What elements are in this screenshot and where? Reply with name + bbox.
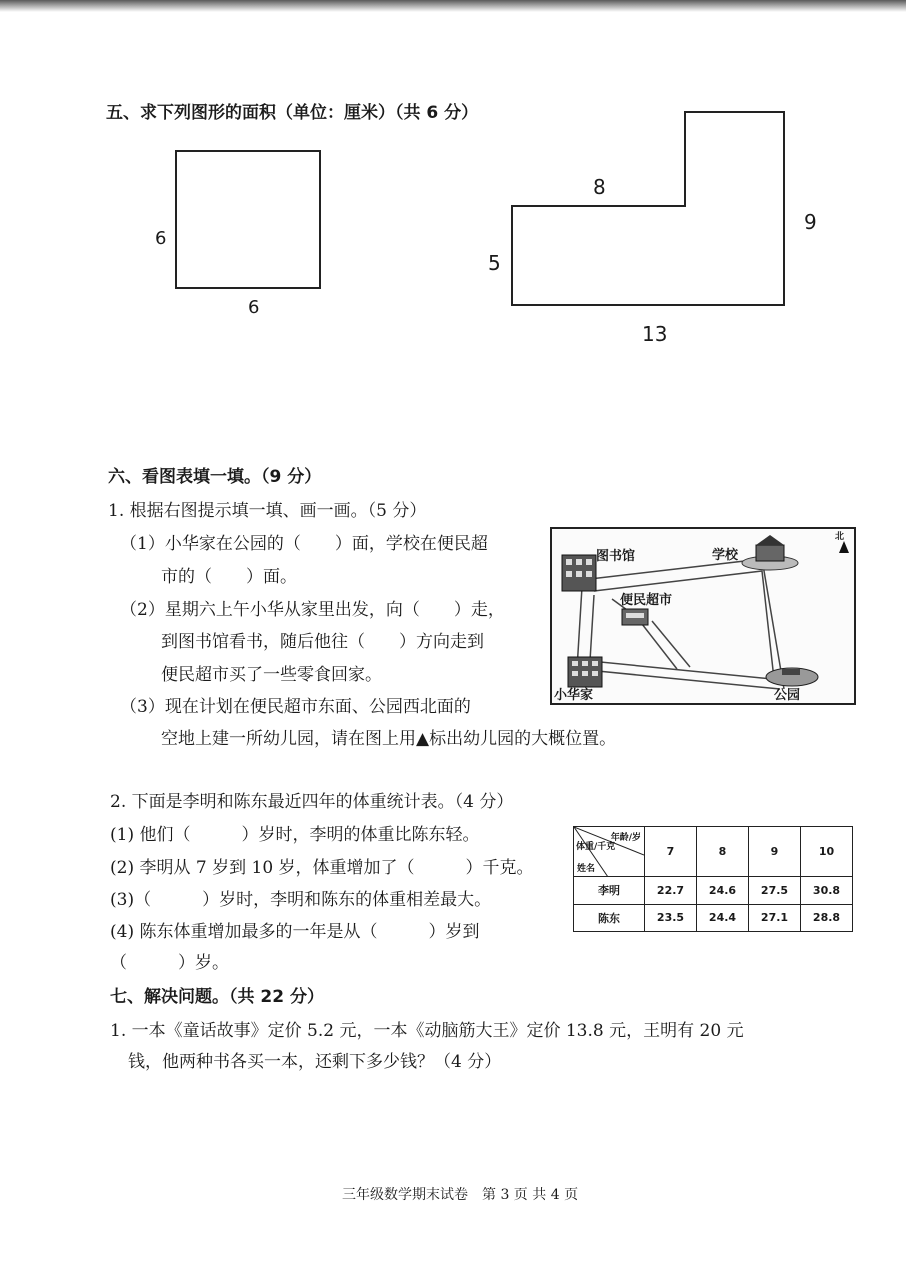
square-figure bbox=[176, 151, 320, 288]
lshape-right-label: 9 bbox=[804, 210, 817, 234]
school-building bbox=[742, 535, 798, 570]
age-cell: 9 bbox=[749, 827, 801, 877]
square-bottom-label: 6 bbox=[248, 297, 260, 318]
q2-line-1: (1) 他们（ ）岁时，李明的体重比陈东轻。 bbox=[110, 825, 480, 845]
q1-line-2: 市的（ ）面。 bbox=[161, 567, 297, 587]
map-label-library: 图书馆 bbox=[596, 549, 636, 564]
supermarket-building bbox=[622, 609, 648, 625]
header-age-label: 年龄/岁 bbox=[610, 833, 641, 843]
lshape-bottom-label: 13 bbox=[642, 322, 668, 346]
s7-q1-line-2: 钱，他两种书各买一本，还剩下多少钱？（4 分） bbox=[128, 1052, 502, 1072]
q2-line-2: (2) 李明从 7 岁到 10 岁，体重增加了（ ）千克。 bbox=[110, 858, 534, 878]
q1-line-5: 便民超市买了一些零食回家。 bbox=[161, 665, 382, 685]
q1-line-1: （1）小华家在公园的（ ）面，学校在便民超 bbox=[120, 534, 488, 554]
weight-cell: 23.5 bbox=[645, 904, 697, 932]
age-cell: 7 bbox=[645, 827, 697, 877]
weight-cell: 30.8 bbox=[801, 877, 853, 905]
header-weight-label: 体重/千克 bbox=[576, 842, 616, 852]
row-name-cell: 李明 bbox=[574, 877, 645, 905]
l-shape-figure bbox=[512, 112, 784, 305]
north-arrow-icon bbox=[839, 541, 849, 553]
weight-cell: 24.4 bbox=[697, 904, 749, 932]
weight-table bbox=[573, 826, 853, 932]
table-header-row bbox=[574, 827, 853, 877]
library-building bbox=[562, 555, 596, 591]
section-5-title: 五、求下列图形的面积（单位：厘米）（共 6 分） bbox=[106, 103, 479, 123]
age-cell: 10 bbox=[801, 827, 853, 877]
section-6-title: 六、看图表填一填。（9 分） bbox=[108, 467, 322, 487]
home-building bbox=[568, 657, 602, 687]
q1-line-6: （3）现在计划在便民超市东面、公园西北面的 bbox=[120, 697, 471, 717]
map-label-supermarket: 便民超市 bbox=[620, 593, 673, 608]
q1-intro: 1. 根据右图提示填一填、画一画。（5 分） bbox=[108, 501, 427, 521]
q2-line-4: (4) 陈东体重增加最多的一年是从（ ）岁到 bbox=[110, 922, 480, 942]
weight-cell: 28.8 bbox=[801, 904, 853, 932]
weight-cell: 27.1 bbox=[749, 904, 801, 932]
table-row bbox=[574, 877, 853, 905]
q1-line-3: （2）星期六上午小华从家里出发，向（ ）走， bbox=[120, 600, 505, 620]
header-name-label: 姓名 bbox=[577, 864, 596, 874]
lshape-top-label: 8 bbox=[593, 175, 606, 199]
q2-line-5: （ ）岁。 bbox=[110, 953, 229, 973]
square-left-label: 6 bbox=[155, 228, 167, 249]
map-label-park: 公园 bbox=[774, 688, 801, 703]
weight-cell: 27.5 bbox=[749, 877, 801, 905]
map-label-school: 学校 bbox=[712, 548, 739, 563]
q2-line-3: (3)（ ）岁时，李明和陈东的体重相差最大。 bbox=[110, 890, 492, 910]
lshape-left-label: 5 bbox=[488, 251, 501, 275]
map-diagram bbox=[550, 527, 856, 705]
q1-line-4: 到图书馆看书，随后他往（ ）方向走到 bbox=[161, 632, 484, 652]
age-cell: 8 bbox=[697, 827, 749, 877]
map-label-north: 北 bbox=[835, 532, 845, 542]
weight-cell: 24.6 bbox=[697, 877, 749, 905]
s7-q1-line-1: 1. 一本《童话故事》定价 5.2 元，一本《动脑筋大王》定价 13.8 元，王明有 20 元 bbox=[110, 1021, 744, 1041]
table-row bbox=[574, 904, 853, 932]
area-figures bbox=[0, 0, 906, 420]
row-name-cell: 陈东 bbox=[574, 904, 645, 932]
section-7-title: 七、解决问题。（共 22 分） bbox=[110, 987, 324, 1007]
q1-line-7: 空地上建一所幼儿园，请在图上用▲标出幼儿园的大概位置。 bbox=[161, 729, 617, 749]
table-corner-cell bbox=[574, 827, 645, 877]
page-footer: 三年级数学期末试卷 第 3 页 共 4 页 bbox=[342, 1187, 579, 1203]
weight-cell: 22.7 bbox=[645, 877, 697, 905]
q2-intro: 2. 下面是李明和陈东最近四年的体重统计表。（4 分） bbox=[110, 792, 514, 812]
map-label-home: 小华家 bbox=[554, 688, 594, 703]
